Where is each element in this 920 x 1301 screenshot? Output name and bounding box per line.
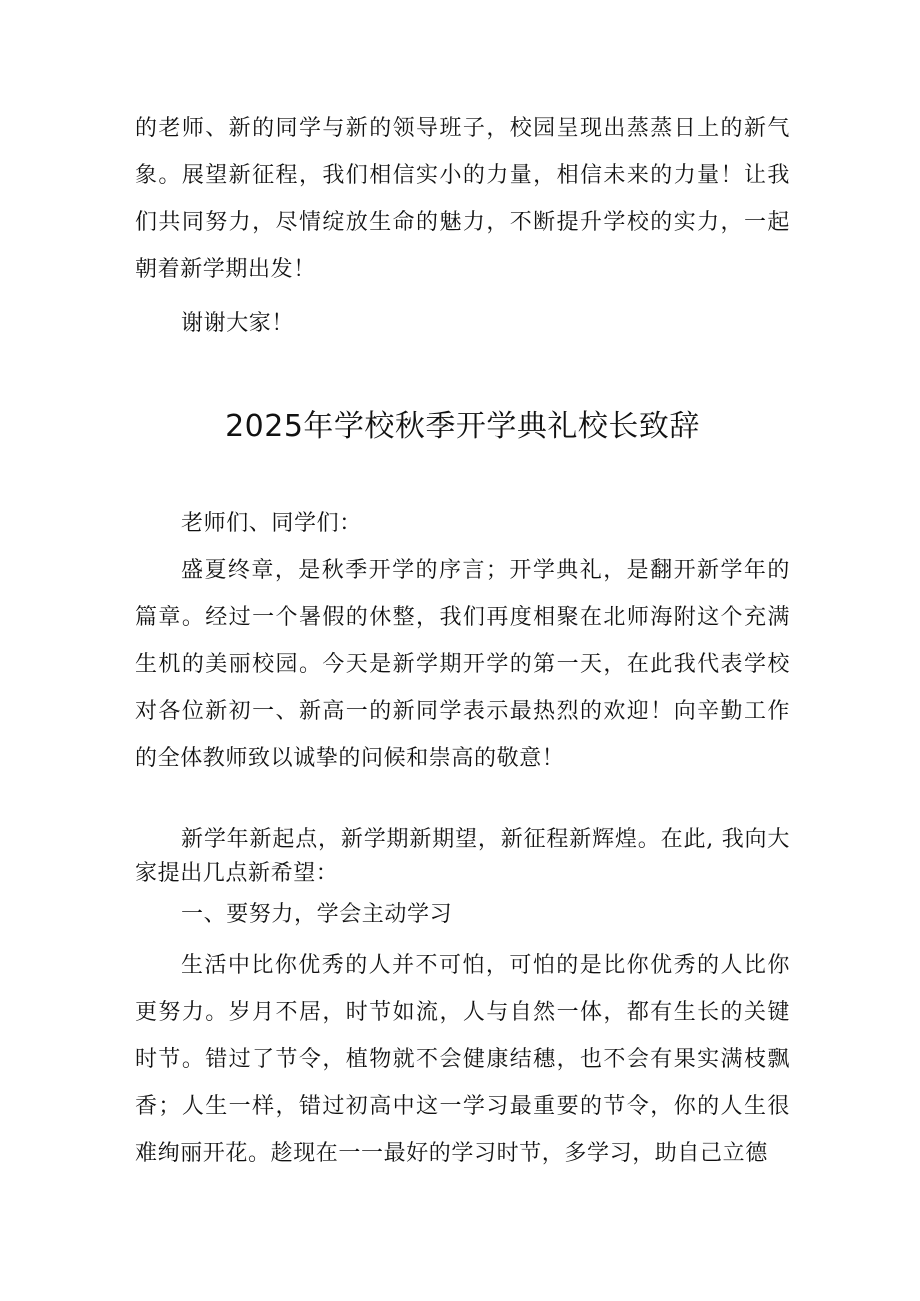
section1-body-paragraph: 生活中比你优秀的人并不可怕，可怕的是比你优秀的人比你更努力。岁月不居，时节如流，人与自然一体，都有生长的关键时节。错过了节令，植物就不会健康结穗，也不会有果实满枝飘香；人生一样，错过初高中这一学习最重要的节令，你的人生很难绚丽开花。趁现在一一最好的学习时节，多学习，助自己立德 <box>135 953 790 1166</box>
intro-block <box>135 547 790 782</box>
salutation: 老师们、同学们： <box>181 511 362 536</box>
salutation-block <box>135 500 790 547</box>
closing-paragraph: 的老师、新的同学与新的领导班子，校园呈现出蒸蒸日上的新气象。展望新征程，我们相信实小的力量，相信未来的力量！让我们共同努力，尽情绽放生命的魅力，不断提升学校的实力，一起朝着新学期出发！ <box>135 116 790 282</box>
hopes-intro-block <box>135 823 790 891</box>
previous-speech-thanks-block <box>135 300 790 347</box>
thanks-line: 谢谢大家！ <box>181 311 295 336</box>
intro-paragraph: 盛夏终章，是秋季开学的序言；开学典礼，是翻开新学年的篇章。经过一个暑假的休整，我们再度相聚在北师海附这个充满生机的美丽校园。今天是新学期开学的第一天，在此我代表学校对各位新初一、新高一的新同学表示最热烈的欢迎！向辛勤工作的全体教师致以诚挚的问候和崇高的敬意！ <box>135 558 790 771</box>
section1-heading: 一、要努力，学会主动学习 <box>181 902 453 927</box>
section1-heading-block <box>135 891 790 938</box>
section1-body-block <box>135 942 790 1177</box>
hopes-intro-paragraph: 新学年新起点，新学期新期望，新征程新辉煌。在此, 我向大家提出几点新希望： <box>135 827 790 886</box>
previous-speech-closing <box>135 105 790 293</box>
speech-title: 2025年学校秋季开学典礼校长致辞 <box>225 409 700 444</box>
